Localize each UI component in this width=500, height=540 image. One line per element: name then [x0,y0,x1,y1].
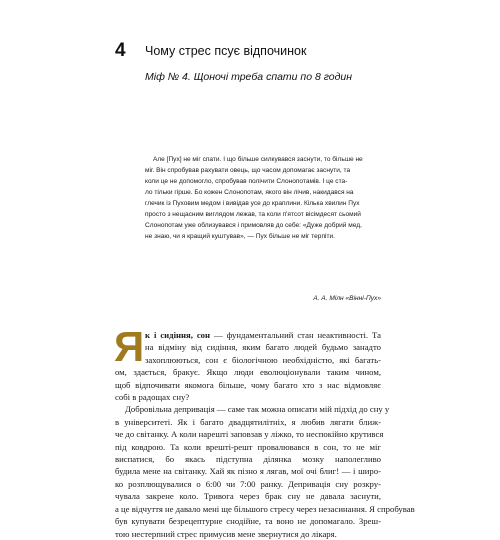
body-line: щоб відпочивати якомога більше, чому багато хто з нас відмовляє [115,379,381,390]
epigraph-line: глечик із Пуховим медом і вивідав усе до краплини. Кілька хвилин Пух [145,200,360,207]
lead-in: к і сидіння, сон [145,330,211,340]
body-line: захоплюються, сон є біологічною необхідністю, які багать- [145,354,381,365]
chapter-title: Чому стрес псує відпочинок [145,44,307,58]
body-line: тою нестерпний стрес примусив мене звернутися до лікаря. [115,528,337,539]
body-line: будила мене на світанку. Хай як пізно я лягав, мої очі блиг! — і широ- [115,466,381,477]
epigraph-line: коли це не допомогло, спробував полічити Слонопотамів. І це ста- [145,178,348,185]
body-line: був купувати безрецептурне снодійне, та воно не допомагало. Зреш- [115,516,381,527]
body-line: чувала закрене коло. Тривога через брак сну не давала заснути, [115,491,381,502]
epigraph-line: просто з нещасним виглядом лежав, та коли п'ятсот вісімдесят сьомий [145,211,361,218]
body-line: під ковдрою. Та коли врешті-решт провалювався в сон, то не міг [115,441,381,452]
body-line: виспатися, бо якась підступна ділянка мозку наполегливо [115,454,381,465]
chapter-number: 4 [115,40,126,61]
body-line: ом, здається, бракує. Якщо люди еволюціонували таким чином, [115,367,381,378]
body-line: на відміну від сидіння, яким багато людей будьмо занадто [145,342,381,353]
body-line: че до світанку. А коли нарешті заповзав у ліжко, то неспокійно крутився [115,429,384,440]
body-line: собі в радощах сну? [115,392,190,403]
lead-rest: — фундаментальний стан неактивності. Та [210,330,381,340]
body-line: в університеті. Як і багато двадцятилітніх, я любив лягати ближ- [115,416,381,427]
body-line: Добровільна депривація — саме так можна описати мій підхід до сну у [125,404,390,415]
epigraph-line: міг. Він спробував рахувати овець, що часом допомагає заснути, та [145,167,351,174]
body-line: а це відчуття не давало мені ще більшого стресу через незасинання. Я спробував [115,503,415,514]
epigraph-line: Але [Пух] не міг спати. І що більше силкувався заснути, то більше не [153,156,363,163]
epigraph-line: Слонопотам уже облизувався і примовляв до себе: «Дуже добрий мед, [145,222,362,229]
epigraph-attribution: А. А. Мілн «Вінні-Пух» [313,295,381,302]
body-line: ко розплющувалися о 6:00 чи 7:00 ранку. Депривація сну розкру- [115,478,381,489]
epigraph-line: не знаю, чи я кращий куштував», — Пух більше не міг терпіти. [145,233,335,240]
myth-subtitle: Міф № 4. Щоночі треба спати по 8 годин [145,71,353,83]
body-text [115,329,415,540]
body-line [115,329,381,341]
epigraph-line: ло тільки гірше. Бо кожен Слонопотам, якого він лічив, накидався на [145,189,354,196]
drop-cap: Я [114,323,145,370]
epigraph [145,154,381,242]
